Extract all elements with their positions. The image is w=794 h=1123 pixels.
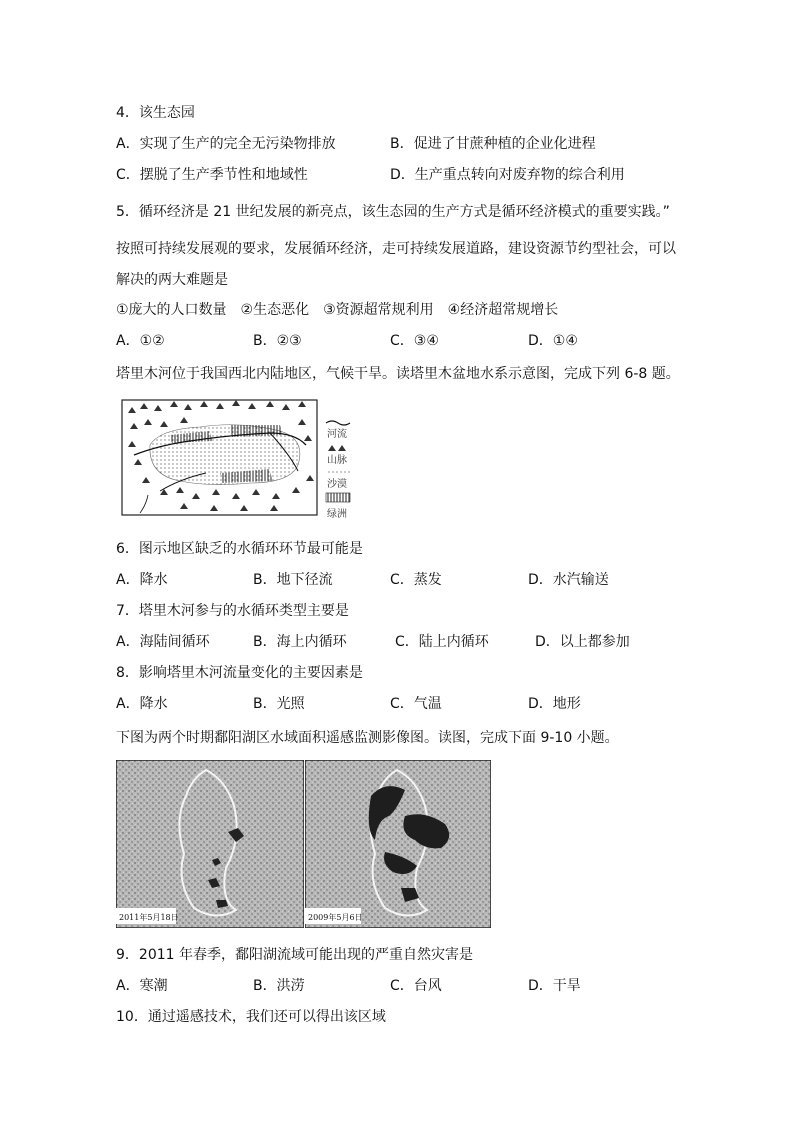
q9-option-c: C．台风 <box>390 978 442 994</box>
legend-river-icon <box>326 421 350 425</box>
satellite-image-2009 <box>305 760 491 928</box>
legend-mountain-icon <box>328 445 346 451</box>
q4-option-c: C．摆脱了生产季节性和地域性 <box>116 167 308 183</box>
q7-option-b: B．海上内循环 <box>253 634 347 650</box>
q9-option-d: D．干旱 <box>528 978 581 994</box>
legend-oasis-icon <box>326 493 350 502</box>
q6-option-c: C．蒸发 <box>390 572 442 588</box>
q7-stem: 7．塔里木河参与的水循环类型主要是 <box>116 603 349 619</box>
q4-stem: 4．该生态园 <box>116 105 195 121</box>
q5-stem-line3: 解决的两大难题是 <box>116 272 228 288</box>
legend-desert-label: 沙漠 <box>327 479 347 490</box>
q7-option-a: A．海陆间循环 <box>116 634 210 650</box>
legend-desert-icon <box>326 469 350 475</box>
image-frame-2009 <box>305 760 491 928</box>
legend-oasis-label: 绿洲 <box>327 509 347 520</box>
q5-stem-line1: 5．循环经济是 21 世纪发展的新亮点，该生态园的生产方式是循环经济模式的重要实践。” <box>116 204 670 220</box>
q6-option-a: A．降水 <box>116 572 168 588</box>
tarim-basin-map <box>120 395 358 523</box>
q7-option-c: C．陆上内循环 <box>395 634 489 650</box>
q4-option-d: D．生产重点转向对废弃物的综合利用 <box>390 167 625 183</box>
q6-stem: 6．图示地区缺乏的水循环环节最可能是 <box>116 541 363 557</box>
q5-stem-line2: 按照可持续发展观的要求，发展循环经济，走可持续发展道路，建设资源节约型社会，可以 <box>116 241 676 257</box>
q4-option-a: A．实现了生产的完全无污染物排放 <box>116 136 336 152</box>
q9-option-b: B．洪涝 <box>253 978 305 994</box>
q6-option-b: B．地下径流 <box>253 572 333 588</box>
q9-option-a: A．寒潮 <box>116 978 168 994</box>
intro-q9-10: 下图为两个时期鄱阳湖区水域面积遥感监测影像图。读图，完成下面 9-10 小题。 <box>116 730 619 746</box>
date-label-2009: 2009年5月6日 <box>308 913 363 922</box>
tarim-map-svg <box>120 395 358 523</box>
satellite-image-2011 <box>116 760 304 928</box>
q8-option-d: D．地形 <box>528 696 581 712</box>
intro-q6-8: 塔里木河位于我国西北内陆地区，气候干旱。读塔里木盆地水系示意图，完成下列 6-8 题。 <box>116 366 680 382</box>
q8-option-c: C．气温 <box>390 696 442 712</box>
q10-stem: 10．通过遥感技术，我们还可以得出该区域 <box>116 1009 386 1025</box>
image-frame-2011 <box>116 760 304 928</box>
q5-option-b: B．②③ <box>253 333 302 349</box>
q5-items: ①庞大的人口数量 ②生态恶化 ③资源超常规利用 ④经济超常规增长 <box>116 302 559 318</box>
legend-mountain-label: 山脉 <box>327 455 347 466</box>
map-legend <box>326 421 350 520</box>
legend-river-label: 河流 <box>327 429 347 440</box>
q8-stem: 8．影响塔里木河流量变化的主要因素是 <box>116 665 363 681</box>
q4-option-b: B．促进了甘蔗种植的企业化进程 <box>390 136 596 152</box>
q8-option-a: A．降水 <box>116 696 168 712</box>
q5-option-a: A．①② <box>116 333 165 349</box>
date-label-2011: 2011年5月18日 <box>119 913 179 922</box>
q9-stem: 9．2011 年春季，鄱阳湖流域可能出现的严重自然灾害是 <box>116 947 473 963</box>
q6-option-d: D．水汽输送 <box>528 572 609 588</box>
q7-option-d: D．以上都参加 <box>535 634 630 650</box>
q5-option-c: C．③④ <box>390 333 439 349</box>
q5-option-d: D．①④ <box>528 333 578 349</box>
q8-option-b: B．光照 <box>253 696 305 712</box>
